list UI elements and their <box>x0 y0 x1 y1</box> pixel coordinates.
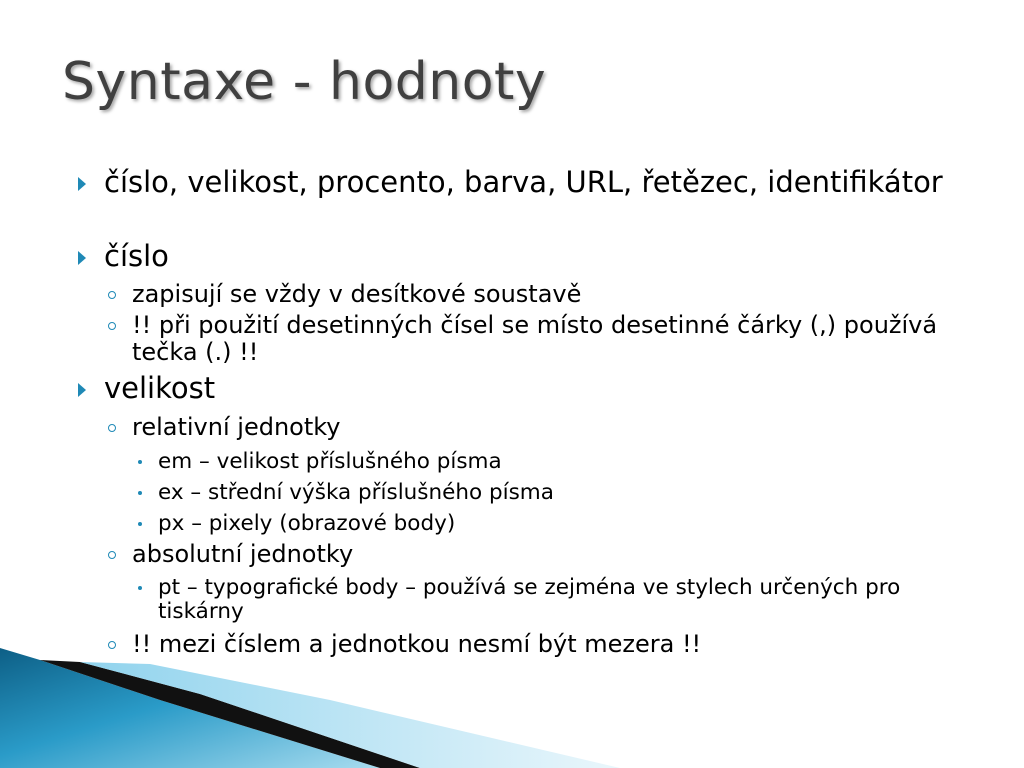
dot-bullet-icon <box>138 586 142 590</box>
circle-bullet-icon <box>108 641 116 649</box>
list-item-level2 <box>132 541 962 568</box>
circle-bullet-icon <box>108 322 116 330</box>
triangle-bullet-icon <box>78 251 86 265</box>
triangle-bullet-icon <box>78 383 86 397</box>
list-item-level1 <box>104 240 964 272</box>
list-item-level3 <box>158 576 938 624</box>
circle-bullet-icon <box>108 551 116 559</box>
list-item-level1 <box>104 372 964 404</box>
list-item-level1 <box>104 166 964 198</box>
list-item-text: !! při použití desetinných čísel se místo desetinné čárky (,) používá tečka (.) !! <box>132 311 938 366</box>
list-item-level2 <box>132 631 962 658</box>
triangle-bullet-icon <box>78 177 86 191</box>
list-item-text: absolutní jednotky <box>132 540 354 568</box>
list-item-text: !! mezi číslem a jednotkou nesmí být mezera !! <box>132 630 702 658</box>
list-item-text: pt – typografické body – používá se zejména ve stylech určených pro tiskárny <box>158 575 901 625</box>
list-item-text: em – velikost příslušného písma <box>158 449 502 474</box>
list-item-level3 <box>158 512 938 536</box>
list-item-text: číslo, velikost, procento, barva, URL, řetězec, identifikátor <box>104 165 943 199</box>
list-item-text: px – pixely (obrazové body) <box>158 511 456 536</box>
list-item-level2 <box>132 414 962 441</box>
list-item-text: relativní jednotky <box>132 413 341 441</box>
circle-bullet-icon <box>108 291 116 299</box>
page-title: Syntaxe - hodnoty <box>62 52 547 112</box>
list-item-text: velikost <box>104 371 216 405</box>
list-item-level2 <box>132 312 962 366</box>
list-item-text: ex – střední výška příslušného písma <box>158 480 554 505</box>
dot-bullet-icon <box>138 460 142 464</box>
dot-bullet-icon <box>138 522 142 526</box>
list-item-level2 <box>132 281 962 308</box>
list-item-text: číslo <box>104 239 169 273</box>
list-item-level3 <box>158 450 938 474</box>
circle-bullet-icon <box>108 424 116 432</box>
list-item-level3 <box>158 481 938 505</box>
list-item-text: zapisují se vždy v desítkové soustavě <box>132 280 582 308</box>
dot-bullet-icon <box>138 491 142 495</box>
